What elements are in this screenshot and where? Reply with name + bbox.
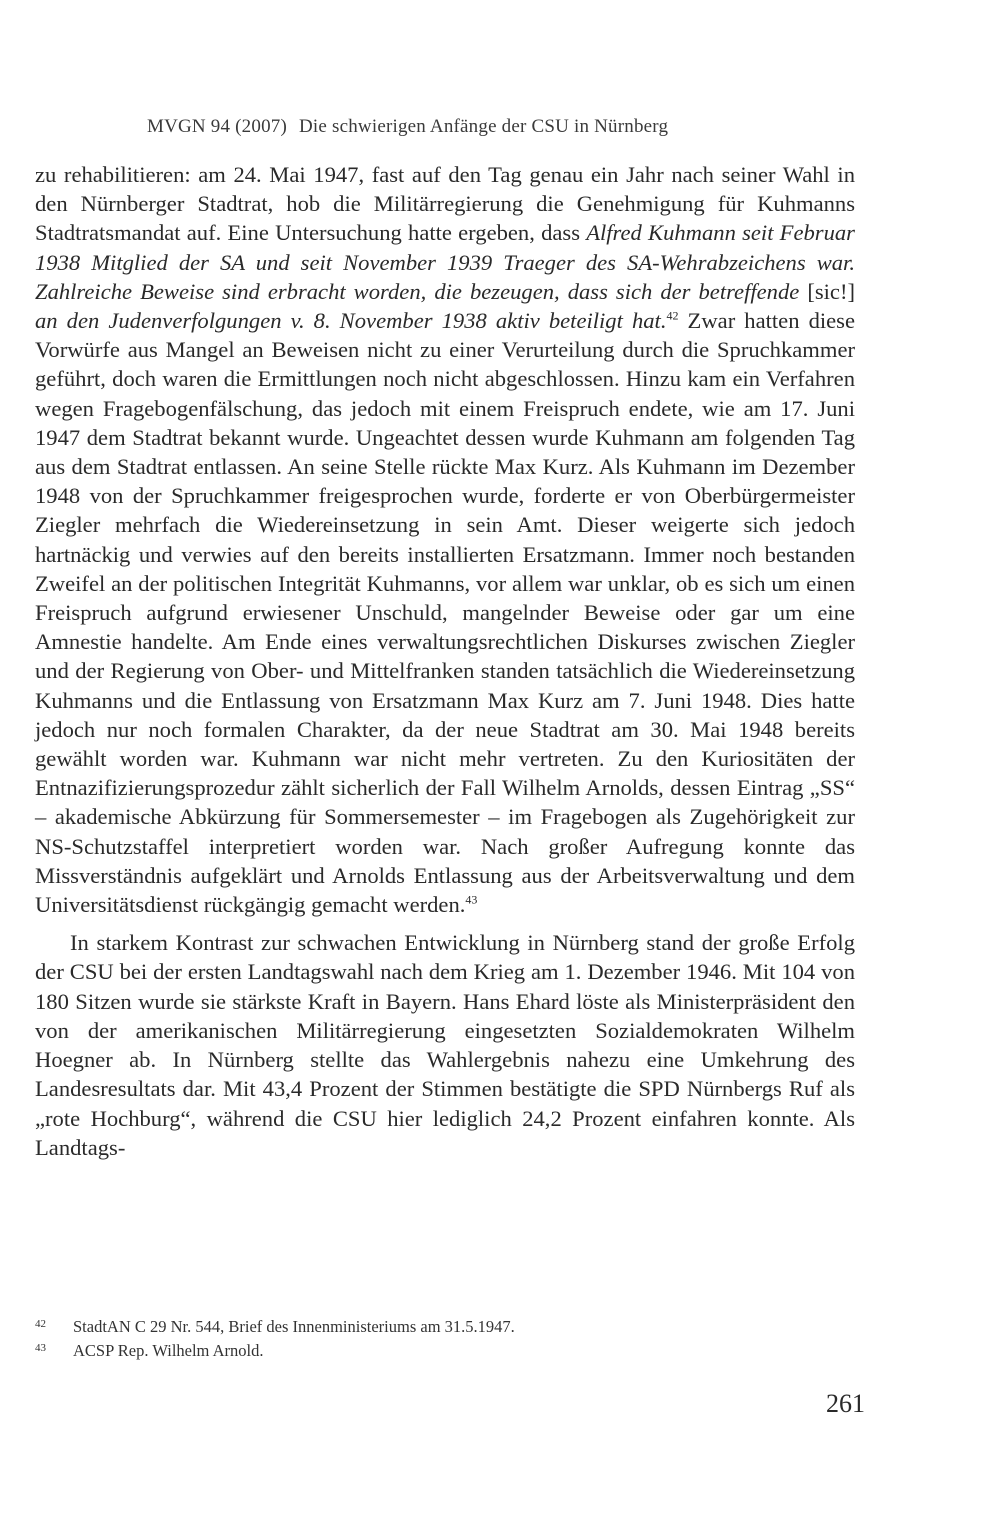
footnote-text: ACSP Rep. Wilhelm Arnold. (73, 1341, 264, 1360)
footnote-marker: 42 (666, 308, 679, 323)
article-title: Die schwierigen Anfänge der CSU in Nürnberg (299, 116, 669, 137)
footnotes (35, 1316, 855, 1364)
footnote-text: StadtAN C 29 Nr. 544, Brief des Innenministeriums am 31.5.1947. (73, 1317, 515, 1336)
text-run: zu rehabilitieren: am 24. Mai 1947, fast auf den Tag genau ein Jahr nach seiner Wahl in den Nürnberger Stadtrat, hob die Militärregierung die Genehmigung für Kuhmanns Stadtratsmandat auf. Eine Untersuchung hatte ergeben, dass (35, 162, 855, 246)
footnote-marker: 43 (465, 892, 478, 907)
footnote (35, 1340, 855, 1364)
text-run: Zwar hatten diese Vorwürfe aus Mangel an Beweisen nicht zu einer Verurteilung durch die Spruchkammer geführt, doch waren die Ermittlungen noch nicht abgeschlossen. Hinzu kam ein Verfahren wegen Fragebogenfälschung, das jedoch mit einem Freispruch endete, wie am 17. Juni 1947 dem Stadtrat bekannt wurde. Ungeachtet dessen wurde Kuhmann am folgenden Tag aus dem Stadtrat entlassen. An seine Stelle rückte Max Kurz. Als Kuhmann im Dezember 1948 von der Spruchkammer freigesprochen wurde, forderte er von Oberbürgermeister Ziegler mehrfach die Wiedereinsetzung in sein Amt. Dieser weigerte sich jedoch hartnäckig und verwies auf den bereits installierten Ersatzmann. Immer noch bestanden Zweifel an der politischen Integrität Kuhmanns, vor allem war unklar, ob es sich um einen Freispruch aufgrund erwiesener Unschuld, mangelnder Beweise oder gar um eine Amnestie handelte. Am Ende eines verwaltungsrechtlichen Diskurses zwischen Ziegler und der Regierung von Ober- und Mittelfranken standen tatsächlich die Wiedereinsetzung Kuhmanns und die Entlassung von Ersatzmann Max Kurz am 7. Juni 1948. Dies hatte jedoch nur noch formalen Charakter, da der neue Stadtrat am 30. Mai 1948 bereits gewählt worden war. Kuhmann war nicht mehr vertreten. Zu den Kuriositäten der Entnazifizierungsprozedur zählt sicherlich der Fall Wilhelm Arnolds, dessen Eintrag „SS“ – akademische Abkürzung für Sommersemester – im Fragebogen als Zugehörigkeit zur NS-Schutzstaffel interpretiert worden war. Nach großer Aufregung konnte das Missverständnis aufgeklärt und Arnolds Entlassung aus der Arbeitsverwaltung und dem Universitätsdienst rückgängig gemacht werden. (35, 308, 855, 918)
paragraph (35, 160, 855, 919)
footnote-number: 43 (35, 1342, 46, 1354)
page-number: 261 (826, 1389, 865, 1418)
journal-reference: MVGN 94 (2007) (147, 116, 288, 137)
text-run: [sic!] (799, 278, 856, 304)
running-header (147, 116, 767, 138)
italic-quote: an den Judenverfolgungen v. 8. November 1938 aktiv beteiligt hat. (35, 308, 667, 334)
paragraph: In starkem Kontrast zur schwachen Entwicklung in Nürnberg stand der große Erfolg der CSU bei der ersten Landtagswahl nach dem Krieg am 1. Dezember 1946. Mit 104 von 180 Sitzen wurde sie stärkste Kraft in Bayern. Hans Ehard löste als Ministerpräsident den von der amerikanischen Militärregierung eingesetzten Sozialdemokraten Wilhelm Hoegner ab. In Nürnberg stellte das Wahlergebnis nahezu eine Umkehrung des Landesresultats dar. Mit 43,4 Prozent der Stimmen bestätigte die SPD Nürnbergs Ruf als „rote Hochburg“, während die CSU hier lediglich 24,2 Prozent einfahren konnte. Als Landtags- (35, 930, 855, 1160)
footnote-number: 42 (35, 1318, 46, 1330)
footnote (35, 1316, 855, 1340)
body-text (35, 160, 855, 1162)
italic-quote: Alfred Kuhmann seit Februar 1938 Mitglied der SA und seit November 1939 Traeger des SA-Wehrabzeichens war. Zahlreiche Beweise sind erbracht worden, die bezeugen, dass sich der betreffende (35, 220, 855, 304)
